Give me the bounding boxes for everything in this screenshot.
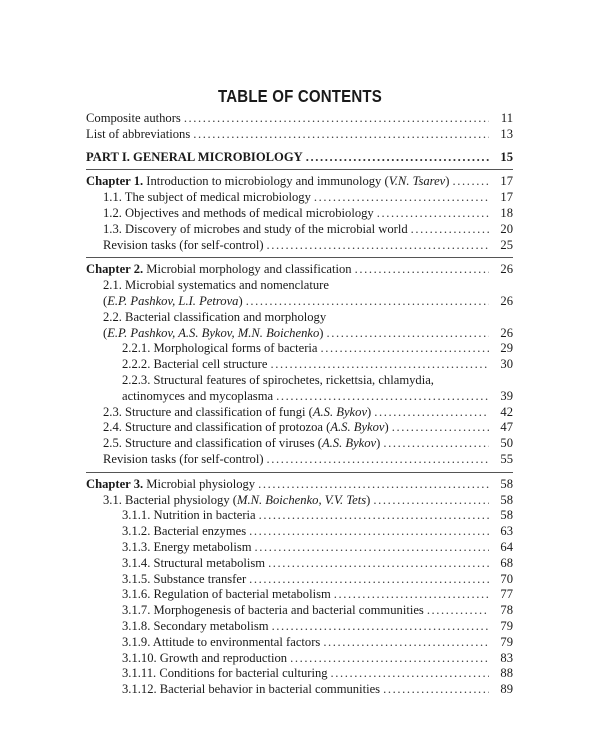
toc-entry-2-1[interactable]: 2.1. Microbial systematics and nomenclature <box>103 278 329 293</box>
toc-entry-3-1-2[interactable]: 3.1.2. Bacterial enzymes ..... 63 <box>86 524 513 540</box>
toc-entry-3-1-11[interactable]: 3.1.11. Conditions for bacterial culturing ..... 88 <box>86 666 513 682</box>
toc-entry-3-1[interactable]: 3.1. Bacterial physiology (M.N. Boichenko, V.V. Tets) ..... 58 <box>86 493 513 509</box>
toc-entry-2-2-3-cont[interactable]: actinomyces and mycoplasma ..... 39 <box>86 389 513 405</box>
section-divider <box>86 472 513 473</box>
toc-entry-revision-tasks-2[interactable]: Revision tasks (for self-control) ..... 55 <box>86 452 513 468</box>
toc-entry-part-1[interactable]: PART I. GENERAL MICROBIOLOGY ..... 15 <box>86 150 513 166</box>
toc-entry-3-1-12[interactable]: 3.1.12. Bacterial behavior in bacterial communities ..... 89 <box>86 682 513 698</box>
toc-entry-chapter-2[interactable]: Chapter 2. Microbial morphology and classification ..... 26 <box>86 262 513 278</box>
toc-entry-3-1-5[interactable]: 3.1.5. Substance transfer ..... 70 <box>86 572 513 588</box>
section-divider <box>86 169 513 170</box>
toc-entry-2-5[interactable]: 2.5. Structure and classification of viruses (A.S. Bykov) ..... 50 <box>86 436 513 452</box>
toc-entry-2-2-authors[interactable]: (E.P. Pashkov, A.S. Bykov, M.N. Boichenko) ..... 26 <box>86 326 513 342</box>
toc-entry-1-3[interactable]: 1.3. Discovery of microbes and study of the microbial world ..... 20 <box>86 222 513 238</box>
page-title: TABLE OF CONTENTS <box>217 86 383 106</box>
toc-entry-2-3[interactable]: 2.3. Structure and classification of fungi (A.S. Bykov) ..... 42 <box>86 405 513 421</box>
toc-entry-3-1-7[interactable]: 3.1.7. Morphogenesis of bacteria and bacterial communities ..... 78 <box>86 603 513 619</box>
toc-entry-1-2[interactable]: 1.2. Objectives and methods of medical microbiology ..... 18 <box>86 206 513 222</box>
toc-entry-3-1-1[interactable]: 3.1.1. Nutrition in bacteria ..... 58 <box>86 508 513 524</box>
toc-entry-composite-authors[interactable]: Composite authors ..... 11 <box>86 111 513 127</box>
toc-entry-chapter-3[interactable]: Chapter 3. Microbial physiology ..... 58 <box>86 477 513 493</box>
toc-entry-abbreviations[interactable]: List of abbreviations ..... 13 <box>86 127 513 143</box>
toc-entry-2-2[interactable]: 2.2. Bacterial classification and morphology <box>103 309 327 324</box>
toc-entry-2-2-1[interactable]: 2.2.1. Morphological forms of bacteria ..... 29 <box>86 341 513 357</box>
toc-entry-revision-tasks-1[interactable]: Revision tasks (for self-control) ..... 25 <box>86 238 513 254</box>
toc-entry-3-1-10[interactable]: 3.1.10. Growth and reproduction ..... 83 <box>86 651 513 667</box>
toc-entry-3-1-4[interactable]: 3.1.4. Structural metabolism ..... 68 <box>86 556 513 572</box>
table-of-contents <box>86 111 513 698</box>
toc-entry-3-1-9[interactable]: 3.1.9. Attitude to environmental factors ..... 79 <box>86 635 513 651</box>
toc-entry-2-2-3[interactable]: 2.2.3. Structural features of spirochetes, rickettsia, chlamydia, <box>122 372 434 387</box>
toc-entry-chapter-1[interactable]: Chapter 1. Introduction to microbiology and immunology (V.N. Tsarev) ..... 17 <box>86 174 513 190</box>
toc-entry-3-1-3[interactable]: 3.1.3. Energy metabolism ..... 64 <box>86 540 513 556</box>
toc-entry-2-1-authors[interactable]: (E.P. Pashkov, L.I. Petrova) ..... 26 <box>86 294 513 310</box>
toc-entry-2-4[interactable]: 2.4. Structure and classification of protozoa (A.S. Bykov) ..... 47 <box>86 420 513 436</box>
section-divider <box>86 257 513 258</box>
toc-entry-3-1-8[interactable]: 3.1.8. Secondary metabolism ..... 79 <box>86 619 513 635</box>
toc-entry-3-1-6[interactable]: 3.1.6. Regulation of bacterial metabolism ..... 77 <box>86 587 513 603</box>
toc-entry-1-1[interactable]: 1.1. The subject of medical microbiology ..... 17 <box>86 190 513 206</box>
toc-entry-2-2-2[interactable]: 2.2.2. Bacterial cell structure ..... 30 <box>86 357 513 373</box>
